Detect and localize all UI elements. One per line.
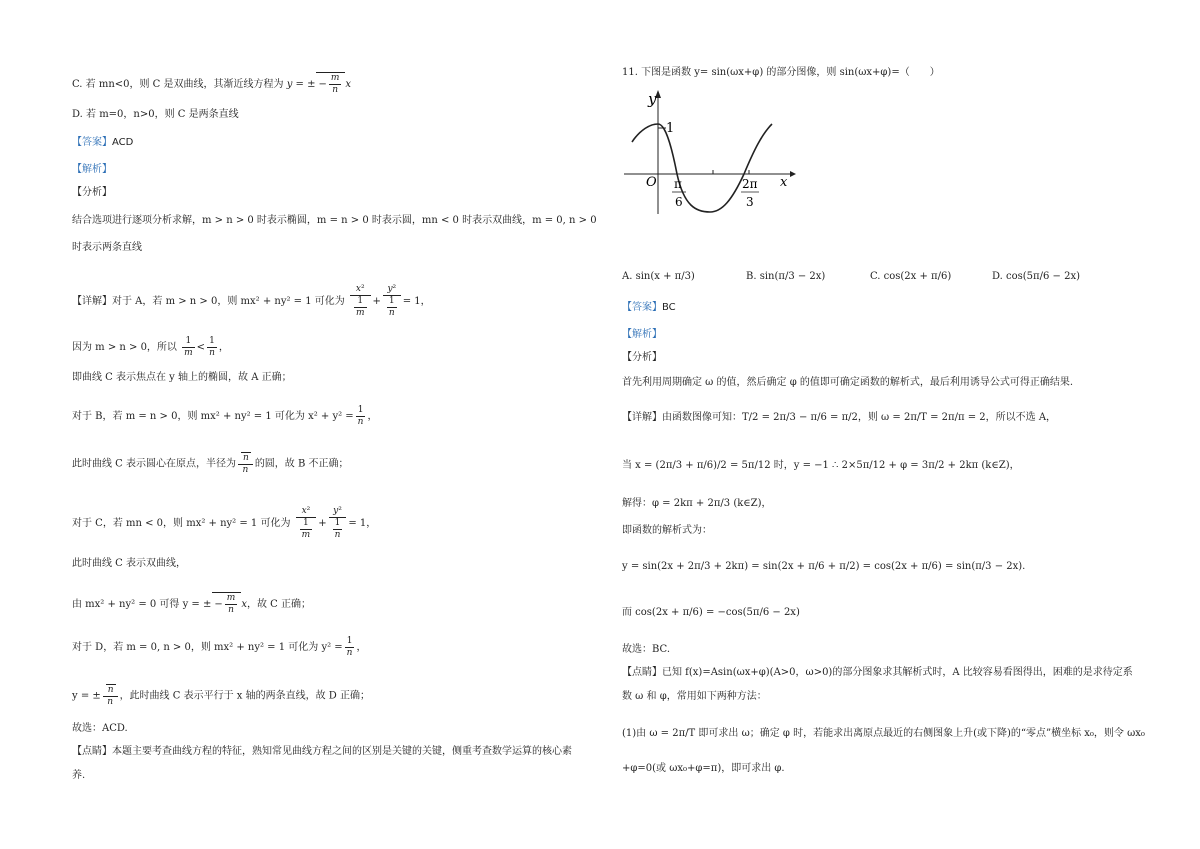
answer: 【答案】BC [622,302,676,313]
detail-a-2: 因为 m > n > 0，所以 $\frac{1}{m}$ < $\frac{1}{n}$ ， [72,336,229,358]
detail-a-3: 即曲线 C 表示焦点在 y 轴上的椭圆，故 A 正确； [72,372,292,383]
tip-line-4: +φ=0(或 ωx₀+φ=π)，即可求出 φ. [622,763,785,774]
origin-label: O [646,175,657,190]
pi6-denominator: 6 [675,195,683,209]
tip-line-2: 养. [72,770,86,781]
analysis-line: 首先利用周期确定 ω 的值，然后确定 φ 的值即可确定函数的解析式，最后利用诱导公式可得正确结果. [622,377,1074,388]
tip-line-2: 数 ω 和 φ，常用如下两种方法： [622,691,767,702]
option-d: D. cos(5π/6 − 2x) [992,271,1080,282]
detail-a-1: 【详解】对于 A，若 m > n > 0，则 mx² + ny² = 1 可化为 $\frac{\text{x²}}{\frac{1}{m}}$ + $\frac{\text{y²}}{\frac{1}{n}}$ = 1， [72,284,431,318]
y-axis-label: y [648,90,657,108]
2pi3-denominator: 3 [746,195,754,209]
choose-line: 故选：ACD. [72,723,128,734]
detail-1: 【详解】由函数图像可知：T/2 = 2π/3 − π/6 = π/2，则 ω = 2π/T = 2π/π = 2，所以不选 A， [622,412,1057,423]
fenxi-heading: 【分析】 [622,352,662,363]
detail-d-2: y = ± $\frac{n}{n}$ ，此时曲线 C 表示平行于 x 轴的两条直线，故 D 正确； [72,685,370,707]
detail-6: 而 cos(2x + π/6) = −cos(5π/6 − 2x) [622,607,800,618]
one-label: 1 [666,121,675,136]
option-a: A. sin(x + π/3) [622,271,695,282]
option-c: C. 若 mn<0，则 C 是双曲线，其渐近线方程为 y = ± − $\frac{m}{n}$ x [72,73,352,95]
analysis-line-1: 结合选项进行逐项分析求解，m > n > 0 时表示椭圆，m = n > 0 时表示圆，mn < 0 时表示双曲线，m = 0, n > 0 [72,215,597,226]
x-axis-label: x [780,175,788,190]
detail-c-1: 对于 C，若 mn < 0，则 mx² + ny² = 1 可化为 $\frac{\text{x²}}{\frac{1}{m}}$ + $\frac{\text{y²}}{\frac{1}{n}}$ = 1， [72,506,377,540]
question-11: 11. 下图是函数 y= sin(ωx+φ) 的部分图像，则 sin(ωx+φ)=（ ） [622,67,940,78]
option-c: C. cos(2x + π/6) [870,271,952,282]
tip-line-3: (1)由 ω = 2π/T 即可求出 ω；确定 φ 时，若能求出离原点最近的右侧图象上升(或下降)的“零点”横坐标 x₀，则令 ωx₀ [622,728,1145,739]
sine-graph [622,88,802,218]
fenxi-heading: 【分析】 [72,187,112,198]
answer: 【答案】ACD [72,137,134,148]
detail-3: 解得：φ = 2kπ + 2π/3 (k∈Z)， [622,498,772,509]
detail-d-1: 对于 D，若 m = 0, n > 0，则 mx² + ny² = 1 可化为 y² = $\frac{1}{n}$ ， [72,636,367,658]
detail-7: 故选：BC. [622,644,671,655]
detail-5: y = sin(2x + 2π/3 + 2kπ) = sin(2x + π/6 + π/2) = cos(2x + π/6) = sin(π/3 − 2x). [622,561,1026,572]
jiexi-heading: 【解析】 [622,329,662,340]
jiexi-heading: 【解析】 [72,164,112,175]
tip-line-1: 【点睛】已知 f(x)=Asin(ωx+φ)(A>0，ω>0)的部分图象求其解析式时，A 比较容易看图得出，困难的是求待定系 [622,667,1133,678]
detail-4: 即函数的解析式为： [622,525,712,536]
detail-b-2: 此时曲线 C 表示圆心在原点，半径为 $\frac{n}{n}$ 的圆，故 B 不正确； [72,453,349,475]
option-d: D. 若 m=0，n>0，则 C 是两条直线 [72,109,239,120]
analysis-line-2: 时表示两条直线 [72,242,142,253]
detail-2: 当 x = (2π/3 + π/6)/2 = 5π/12 时，y = −1 ∴ 2×5π/12 + φ = 3π/2 + 2kπ (k∈Z)， [622,460,1020,471]
detail-c-3: 由 mx² + ny² = 0 可得 y = ± − $\frac{m}{n}$ x，故 C 正确； [72,593,311,615]
detail-b-1: 对于 B，若 m = n > 0，则 mx² + ny² = 1 可化为 x² + y² = $\frac{1}{n}$ ， [72,405,378,427]
tip-line-1: 【点睛】本题主要考查曲线方程的特征，熟知常见曲线方程之间的区别是关键的关键，侧重考查数学运算的核心素 [72,746,572,757]
pi6-numerator: π [674,177,682,191]
option-b: B. sin(π/3 − 2x) [746,271,826,282]
2pi3-numerator: 2π [742,177,758,191]
detail-c-2: 此时曲线 C 表示双曲线， [72,558,187,569]
